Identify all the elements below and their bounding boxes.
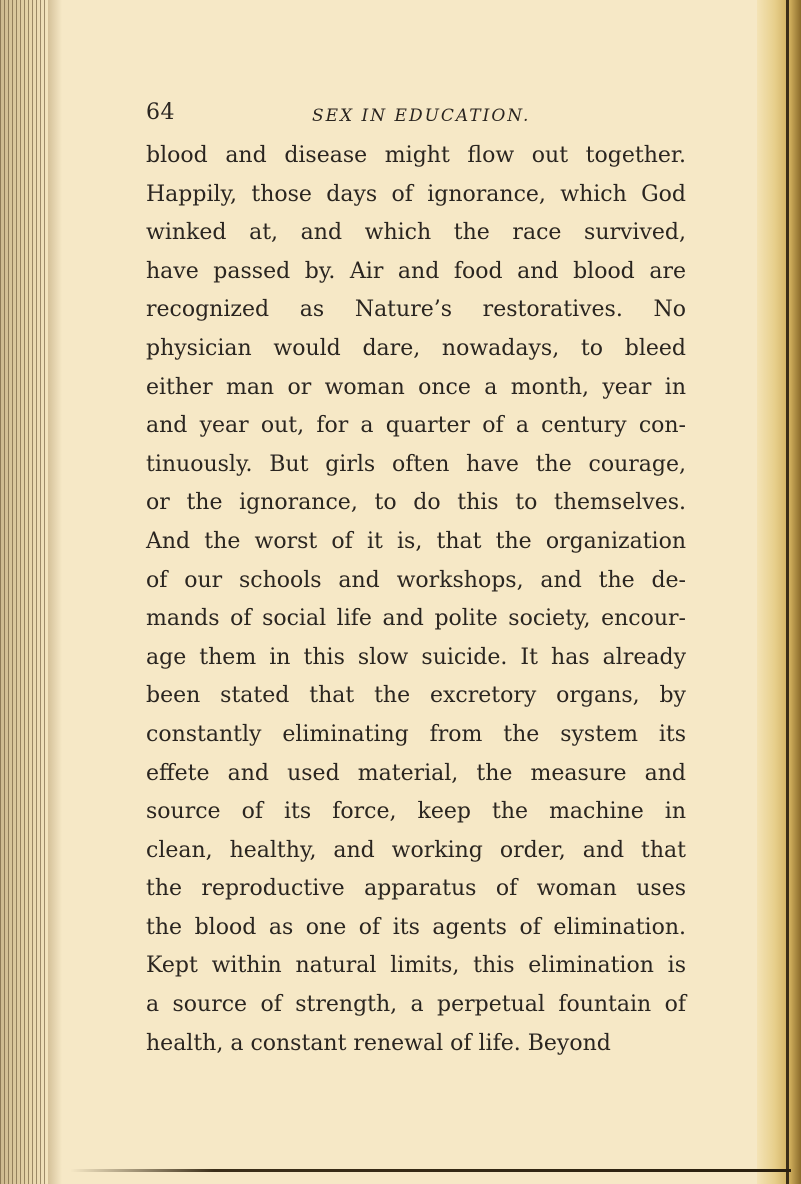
text-line: and year out, for a quarter of a century con-: [146, 413, 686, 439]
text-line: blood and disease might flow out together.: [146, 143, 686, 168]
text-line: constantly eliminating from the system its: [146, 721, 686, 747]
text-line: or the ignorance, to do this to themselves.: [146, 490, 686, 516]
text-line: effete and used material, the measure and: [146, 760, 686, 786]
text-line: Happily, those days of ignorance, which God: [146, 181, 686, 207]
text-line: a source of strength, a perpetual fountain of: [146, 992, 686, 1018]
text-line: recognized as Nature’s restoratives. No: [146, 297, 686, 323]
text-line: Kept within natural limits, this elimination is: [146, 953, 686, 979]
text-line: of our schools and workshops, and the de-: [146, 567, 686, 593]
text-line: clean, healthy, and working order, and that: [146, 837, 686, 863]
text-line: been stated that the excretory organs, by: [146, 683, 686, 709]
text-line: either man or woman once a month, year in: [146, 374, 686, 400]
page-header: [146, 100, 706, 140]
text-line: And the worst of it is, that the organization: [146, 528, 686, 554]
text-line: tinuously. But girls often have the courage,: [146, 451, 686, 477]
text-line: winked at, and which the race survived,: [146, 220, 686, 246]
page-number: 64: [146, 100, 175, 125]
text-line: the reproductive apparatus of woman uses: [146, 876, 686, 902]
gutter-shadow: [48, 0, 62, 1184]
page-fore-edge: [757, 0, 801, 1184]
text-line: the blood as one of its agents of elimination.: [146, 914, 686, 940]
text-line: health, a constant renewal of life. Beyond: [146, 1030, 611, 1056]
book-binding-left: [0, 0, 48, 1184]
running-title: SEX IN EDUCATION.: [312, 106, 531, 126]
text-line: age them in this slow suicide. It has already: [146, 644, 686, 670]
text-line: have passed by. Air and food and blood are: [146, 258, 686, 284]
body-text: [146, 137, 686, 1063]
text-line: physician would dare, nowadays, to bleed: [146, 335, 686, 361]
fore-edge-line: [786, 0, 789, 1184]
bottom-edge-rule: [70, 1169, 791, 1172]
text-line: mands of social life and polite society, encour-: [146, 606, 686, 632]
text-line: source of its force, keep the machine in: [146, 799, 686, 825]
